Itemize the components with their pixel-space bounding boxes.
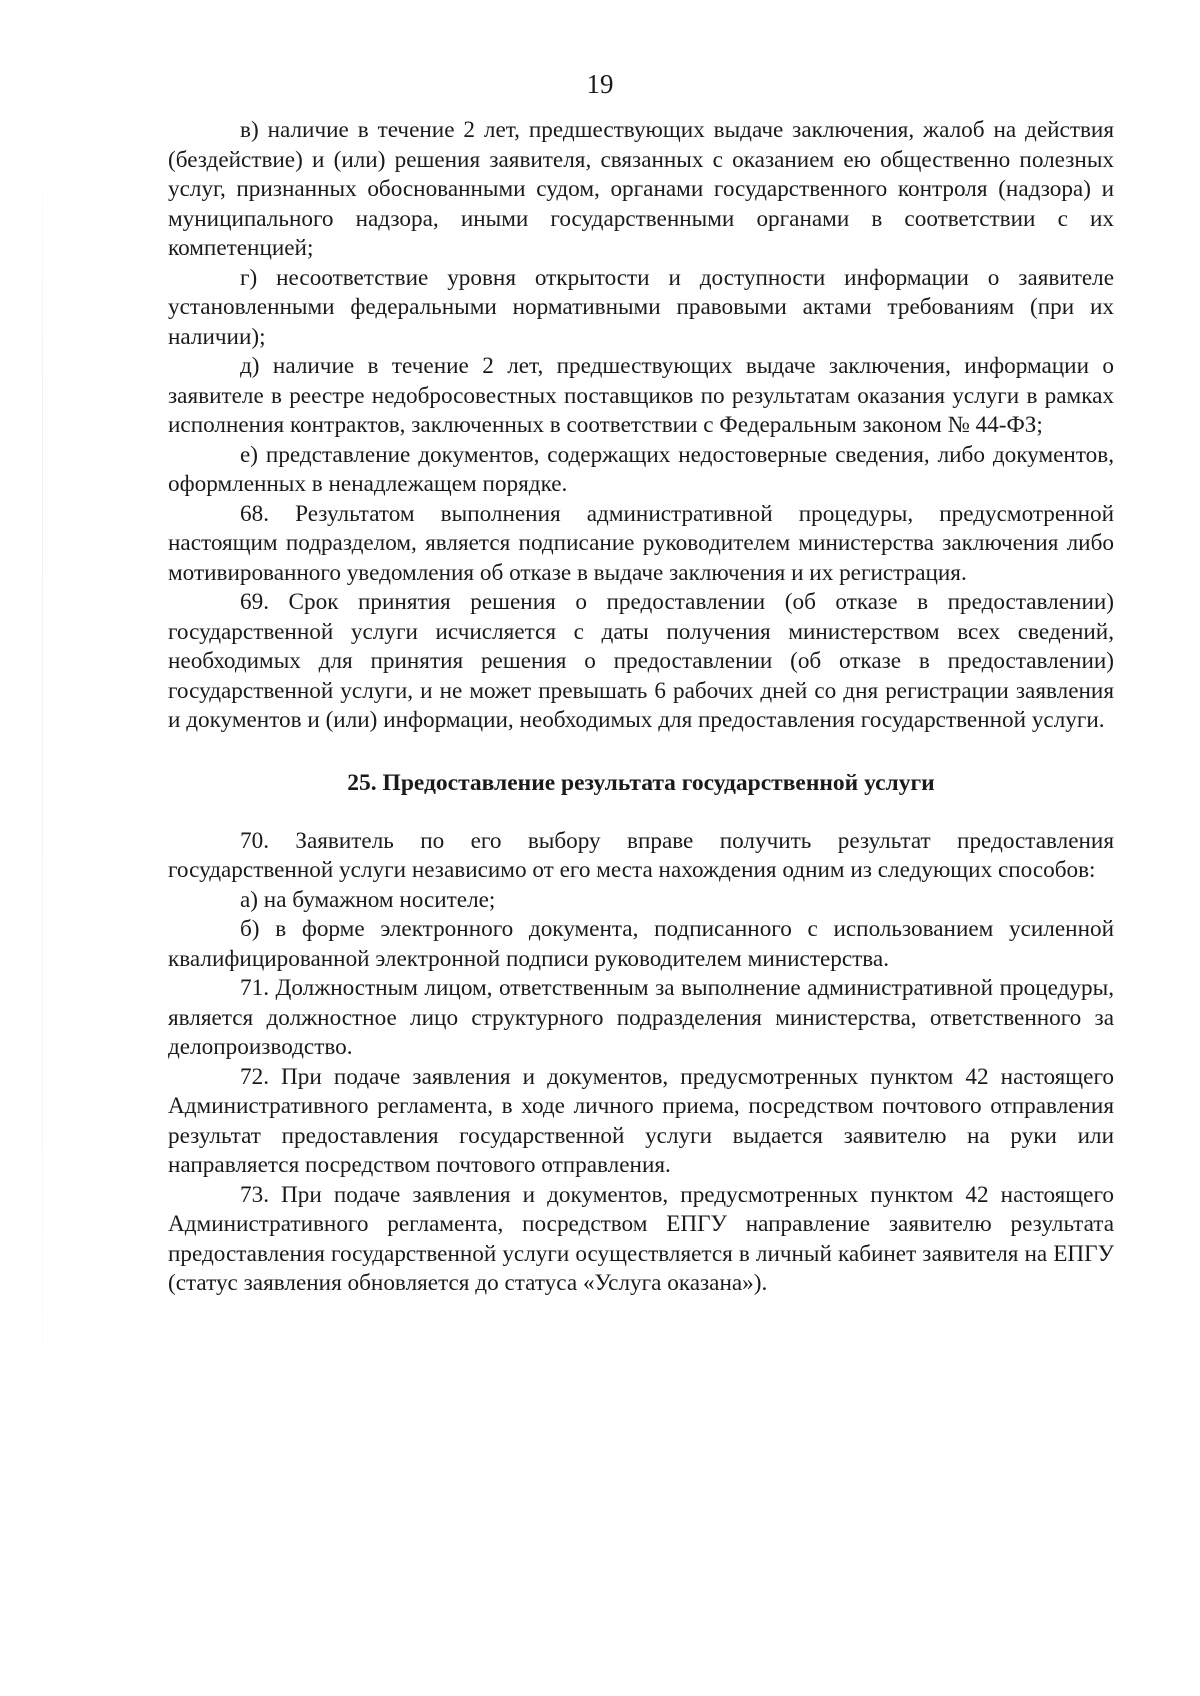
paragraph-g: г) несоответствие уровня открытости и доступности информации о заявителе установленными федеральными нормативными правовыми актами требованиям (при их наличии); bbox=[168, 264, 1114, 350]
paragraph-70-b: б) в форме электронного документа, подписанного с использованием усиленной квалифицированной электронной подписи руководителем министерства. bbox=[168, 916, 1114, 972]
paragraph-v: в) наличие в течение 2 лет, предшествующих выдаче заключения, жалоб на действия (бездействие) и (или) решения заявителя, связанных с оказанием ею общественно полезных услуг, признанных обоснованными судом, органами государственного контроля (надзора) и муниципального надзора, иными государственными органами в соответствии с их компетенцией; bbox=[168, 117, 1114, 261]
paragraph-d: д) наличие в течение 2 лет, предшествующих выдаче заключения, информации о заявителе в реестре недобросовестных поставщиков по результатам оказания услуги в рамках исполнения контрактов, заключенных в соответствии с Федеральным законом № 44-ФЗ; bbox=[168, 353, 1114, 438]
paragraph-70: 70. Заявитель по его выбору вправе получить результат предоставления государственной услуги независимо от его места нахождения одним из следующих способов: bbox=[168, 827, 1114, 883]
section-heading: 25. Предоставление результата государственной услуги bbox=[347, 769, 935, 796]
document-body bbox=[168, 116, 1114, 1299]
paragraph-e: е) представление документов, содержащих недостоверные сведения, либо документов, оформленных в ненадлежащем порядке. bbox=[168, 441, 1114, 497]
page-number: 19 bbox=[586, 69, 614, 99]
paragraph-70-a: а) на бумажном носителе; bbox=[240, 886, 496, 913]
paragraph-71: 71. Должностным лицом, ответственным за выполнение административной процедуры, является должностное лицо структурного подразделения министерства, ответственного за делопроизводство. bbox=[168, 975, 1114, 1060]
paragraph-73: 73. При подаче заявления и документов, предусмотренных пунктом 42 настоящего Административного регламента, посредством ЕПГУ направление заявителю результата предоставления государственной услуги осуществляется в личный кабинет заявителя на ЕПГУ (статус заявления обновляется до статуса «Услуга оказана»). bbox=[168, 1181, 1114, 1296]
paragraph-69: 69. Срок принятия решения о предоставлении (об отказе в предоставлении) государственной услуги исчисляется с даты получения министерством всех сведений, необходимых для принятия решения о предоставлении (об отказе в предоставлении) государственной услуги, и не может превышать 6 рабочих дней со дня регистрации заявления и документов и (или) информации, необходимых для предоставления государственной услуги. bbox=[168, 589, 1114, 733]
paragraph-72: 72. При подаче заявления и документов, предусмотренных пунктом 42 настоящего Административного регламента, в ходе личного приема, посредством почтового отправления результат предоставления государственной услуги выдается заявителю на руки или направляется посредством почтового отправления. bbox=[168, 1063, 1114, 1178]
paragraph-68: 68. Результатом выполнения административной процедуры, предусмотренной настоящим подразделом, является подписание руководителем министерства заключения либо мотивированного уведомления об отказе в выдаче заключения и их регистрация. bbox=[168, 500, 1114, 586]
scan-edge-mark bbox=[42, 120, 43, 1500]
